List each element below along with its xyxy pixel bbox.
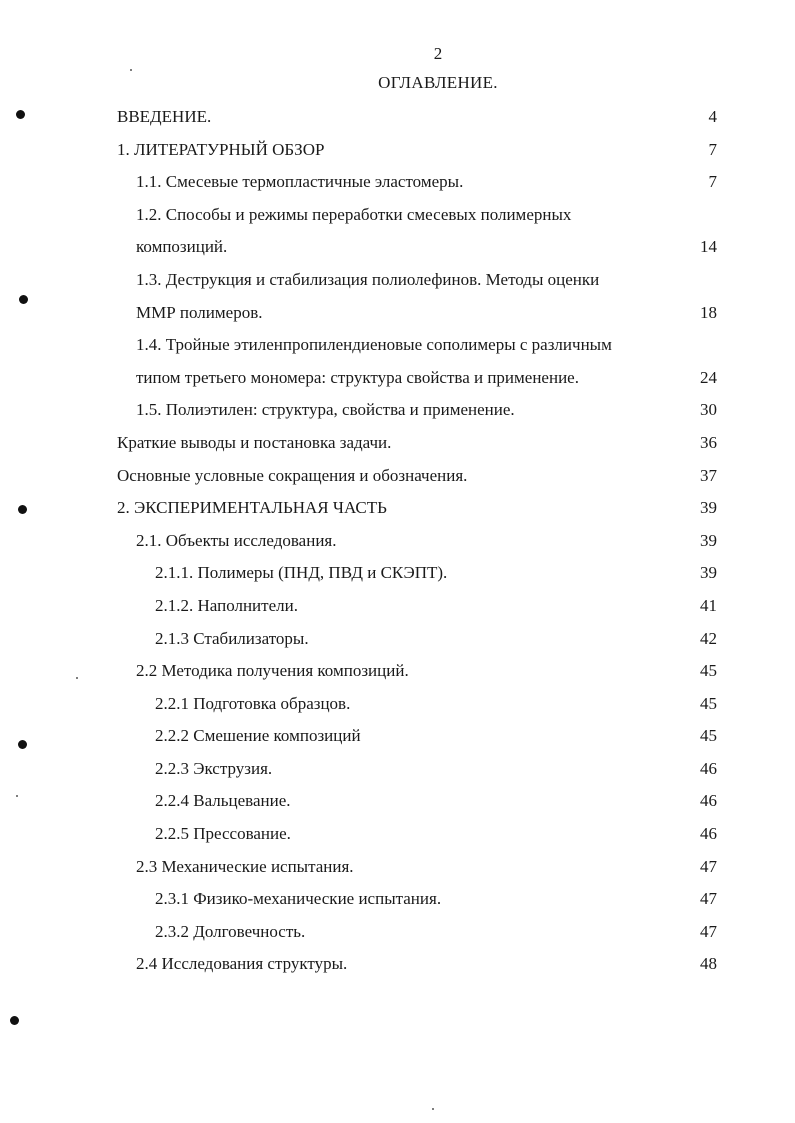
toc-entry-title: 2.2.4 Вальцевание. [155,791,291,811]
toc-entry [0,590,795,623]
toc-entry-title: 2.2.1 Подготовка образцов. [155,693,351,713]
scan-speck [432,1108,434,1110]
toc-entry [0,818,795,851]
toc-entry-title: 1.2. Способы и режимы переработки смесевых полимерных [136,204,572,224]
toc-entry-title: Основные условные сокращения и обозначения. [117,465,468,485]
toc-entry [0,166,795,199]
toc-entry-title: ММР полимеров. [136,302,263,322]
toc-entry-page: 14 [700,237,717,257]
toc-entry [0,297,795,330]
toc-entry-page: 46 [700,758,717,778]
toc-entry [0,492,795,525]
toc-title: ОГЛАВЛЕНИЕ. [378,73,498,92]
toc-entry-title: 1.4. Тройные этиленпропилендиеновые сополимеры с различным [136,335,612,355]
toc-entry-page: 39 [700,563,717,583]
toc-entry-page: 39 [700,498,717,518]
toc-entry-page: 7 [708,139,717,159]
binder-hole-mark [18,740,27,749]
binder-hole-mark [16,110,25,119]
toc-entry-title: 2.2.2 Смешение композиций [155,726,361,746]
toc-entry [0,134,795,167]
toc-entry [0,883,795,916]
toc-entry-page: 45 [700,661,717,681]
toc-entry [0,655,795,688]
toc-entry-title: 2.1. Объекты исследования. [136,530,337,550]
toc-entry-page: 45 [700,693,717,713]
toc-entry [0,720,795,753]
toc-entry [0,916,795,949]
toc-entry-title: 1.3. Деструкция и стабилизация полиолефинов. Методы оценки [136,269,600,289]
toc-entry-page: 36 [700,432,717,452]
toc-entry-title: 2.3.2 Долговечность. [155,921,306,941]
table-of-contents [0,101,795,981]
toc-entry-title: 2.1.1. Полимеры (ПНД, ПВД и СКЭПТ). [155,563,448,583]
toc-entry [0,329,795,362]
toc-entry-title: типом третьего мономера: структура свойства и применение. [136,367,579,387]
toc-entry [0,557,795,590]
binder-hole-mark [10,1016,19,1025]
toc-entry-page: 46 [700,791,717,811]
scan-speck [130,69,132,71]
toc-entry-title: 2.3 Механические испытания. [136,856,354,876]
toc-entry [0,394,795,427]
toc-entry-title: 2.3.1 Физико-механические испытания. [155,889,442,909]
binder-hole-mark [18,505,27,514]
binder-hole-mark [19,295,28,304]
toc-entry [0,525,795,558]
toc-entry-page: 47 [700,921,717,941]
toc-entry [0,753,795,786]
toc-entry-title: композиций. [136,237,228,257]
toc-entry-title: 2.2.3 Экструзия. [155,758,273,778]
toc-entry-page: 24 [700,367,717,387]
toc-entry-page: 30 [700,400,717,420]
toc-entry-title: 2.1.3 Стабилизаторы. [155,628,309,648]
scan-speck [16,795,18,797]
toc-entry-title: 2. ЭКСПЕРИМЕНТАЛЬНАЯ ЧАСТЬ [117,498,387,518]
toc-entry-page: 47 [700,856,717,876]
toc-entry [0,851,795,884]
toc-entry [0,948,795,981]
toc-entry [0,623,795,656]
toc-entry-title: 2.1.2. Наполнители. [155,595,298,615]
page-number: 2 [433,44,443,63]
toc-entry [0,199,795,232]
toc-entry [0,231,795,264]
toc-entry [0,362,795,395]
toc-entry [0,427,795,460]
toc-entry-page: 37 [700,465,717,485]
toc-entry-page: 42 [700,628,717,648]
toc-entry [0,785,795,818]
toc-entry-page: 45 [700,726,717,746]
toc-entry-title: 1.1. Смесевые термопластичные эластомеры. [136,172,464,192]
toc-entry-page: 47 [700,889,717,909]
toc-entry-title: 2.2.5 Прессование. [155,824,291,844]
toc-entry [0,688,795,721]
toc-entry-page: 39 [700,530,717,550]
toc-entry-page: 41 [700,595,717,615]
toc-entry-title: 1.5. Полиэтилен: структура, свойства и применение. [136,400,515,420]
toc-entry-page: 18 [700,302,717,322]
toc-entry [0,101,795,134]
toc-entry-title: ВВЕДЕНИЕ. [117,107,212,126]
toc-entry-title: 2.2 Методика получения композиций. [136,661,409,681]
toc-entry-page: 7 [708,172,717,192]
toc-entry-page: 48 [700,954,717,974]
toc-entry-title: Краткие выводы и постановка задачи. [117,432,392,452]
toc-entry-title: 2.4 Исследования структуры. [136,954,348,974]
toc-entry-title: 1. ЛИТЕРАТУРНЫЙ ОБЗОР [117,139,325,159]
toc-entry-page: 46 [700,824,717,844]
toc-entry [0,460,795,493]
toc-entry [0,264,795,297]
scan-speck [76,677,78,679]
toc-entry-page: 4 [708,107,717,126]
